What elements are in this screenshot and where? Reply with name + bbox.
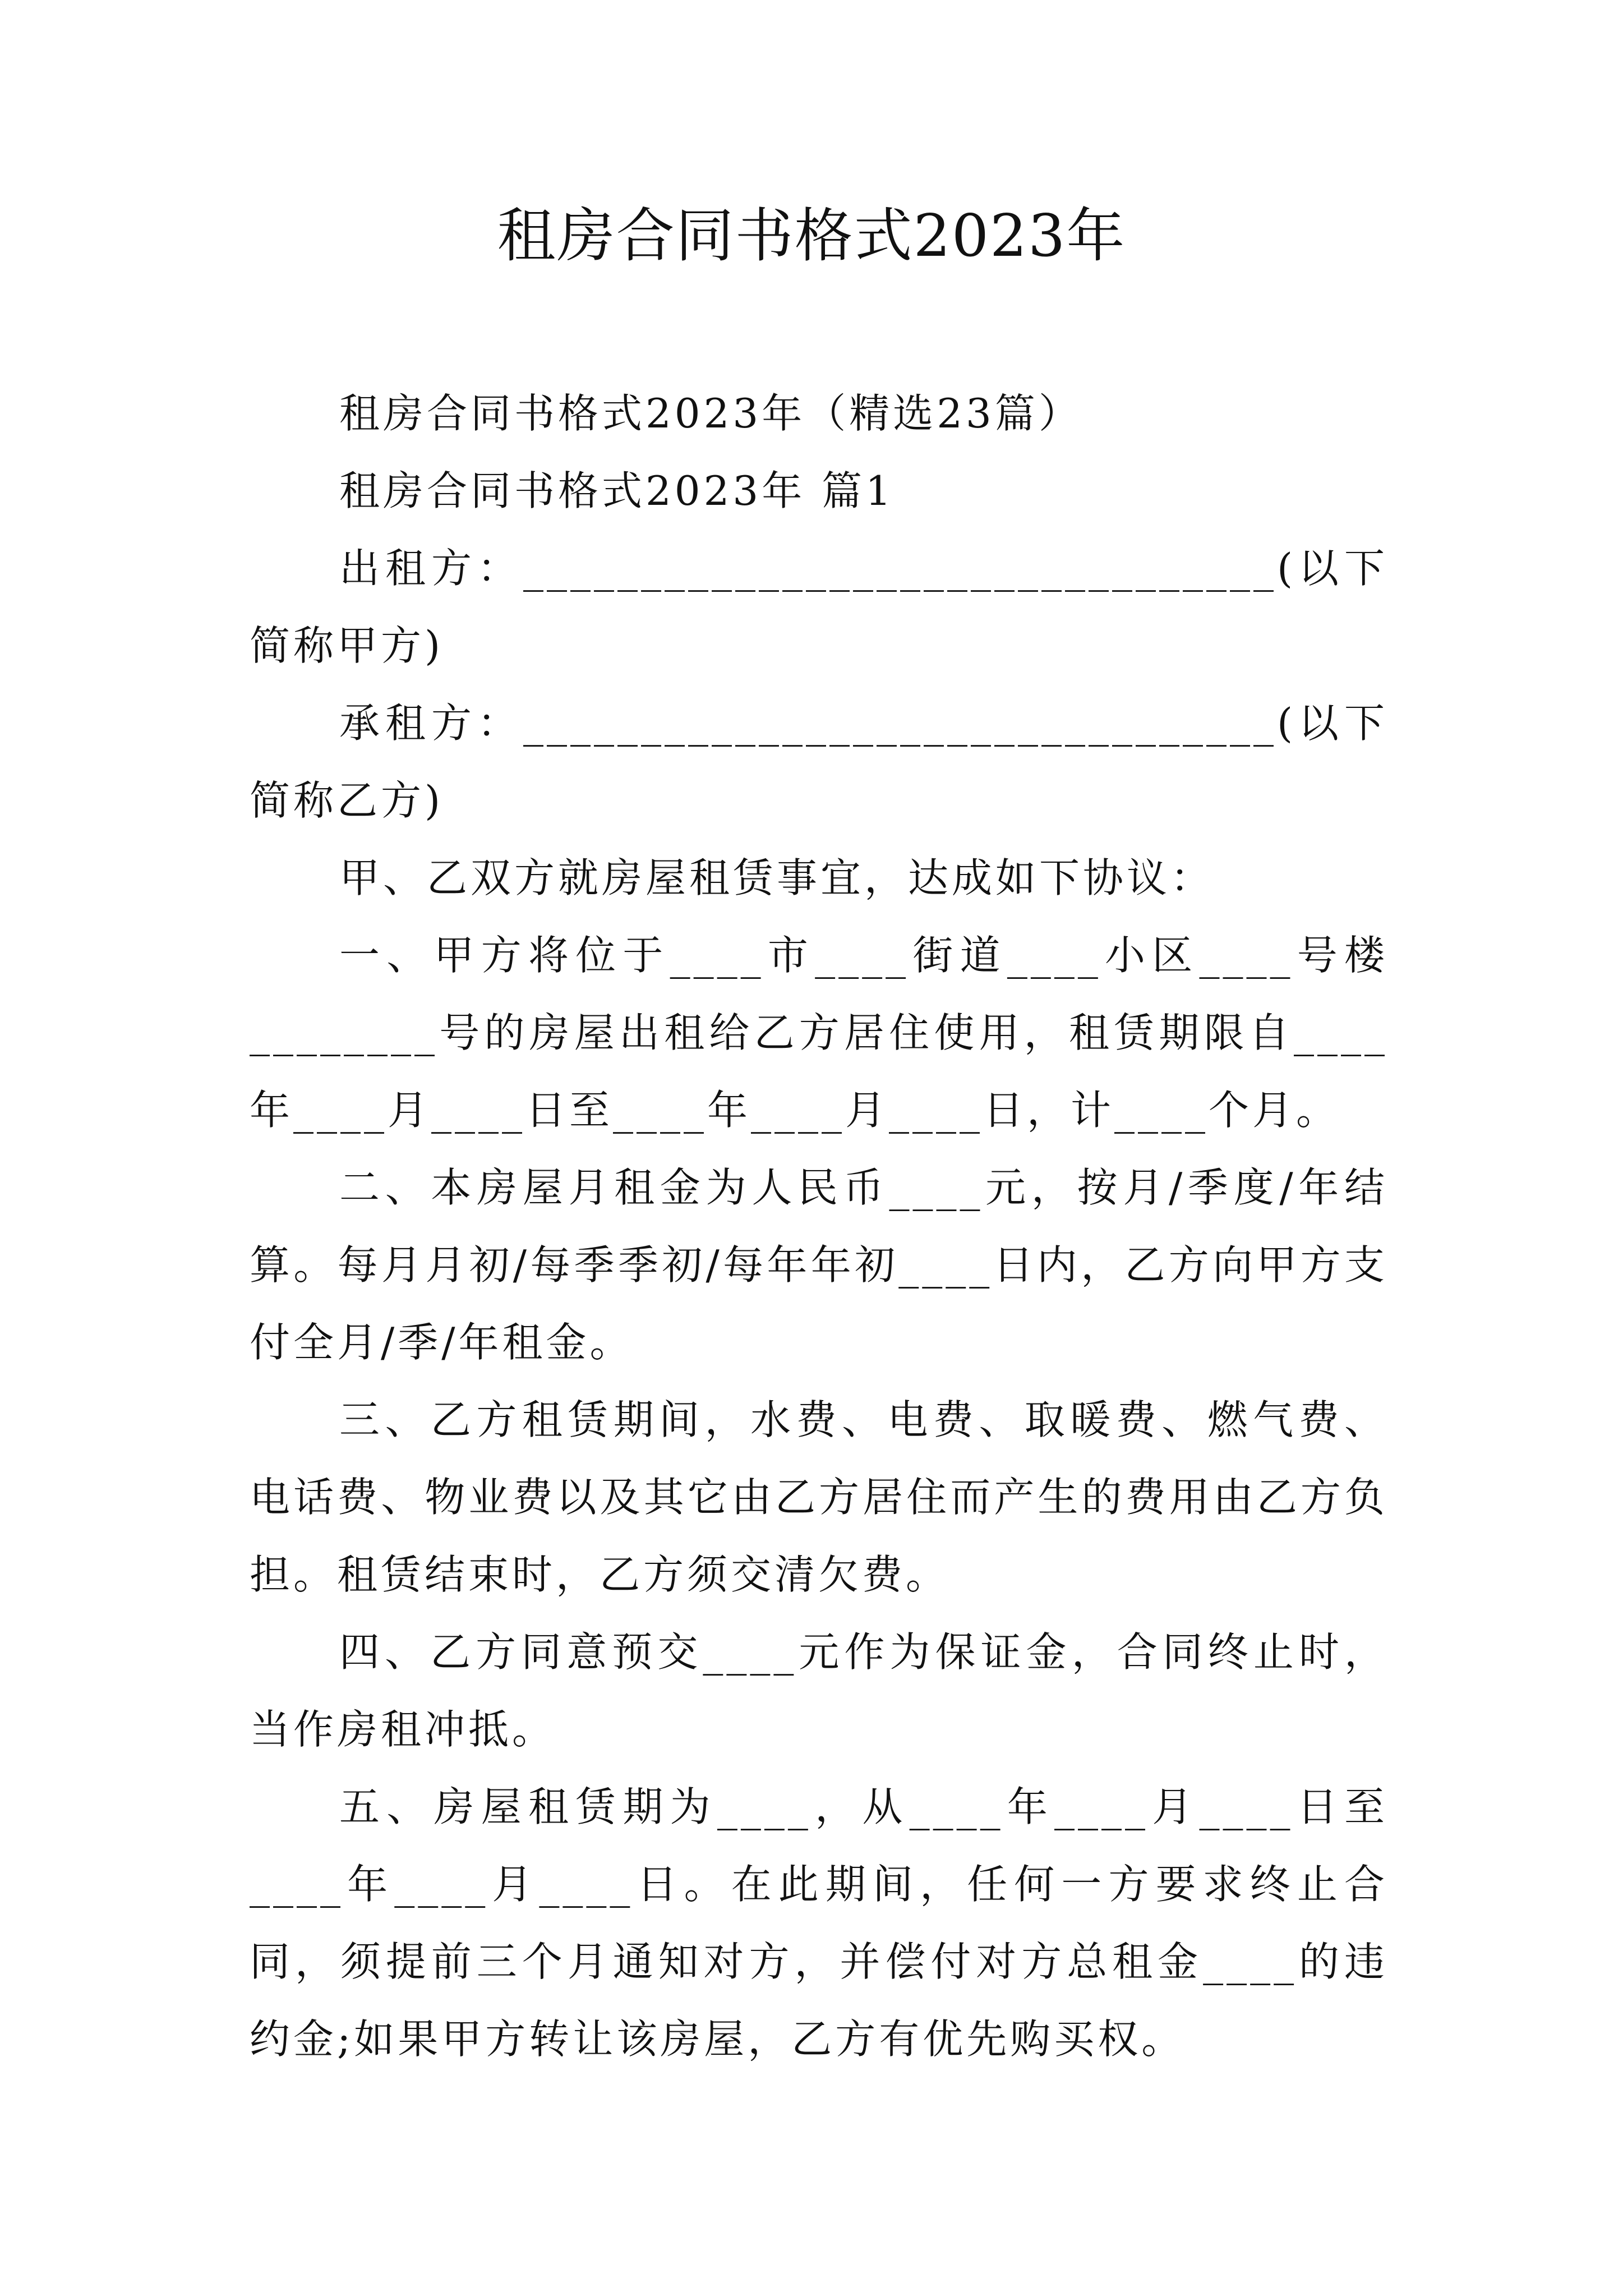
lessee-line: 承租方：________________________________(以下简称乙方) xyxy=(250,700,1388,824)
document-title: 租房合同书格式2023年 xyxy=(497,201,1126,270)
intro-paragraph: 甲、乙双方就房屋租赁事宜，达成如下协议： xyxy=(339,854,1215,901)
document-body xyxy=(250,375,1388,2078)
section-heading: 租房合同书格式2023年 篇1 xyxy=(339,467,895,514)
subtitle: 租房合同书格式2023年（精选23篇） xyxy=(339,390,1082,437)
clause-2: 二、本房屋月租金为人民币____元，按月/季度/年结算。每月月初/每季季初/每年年初____日内，乙方向甲方支付全月/季/年租金。 xyxy=(250,1164,1388,1366)
clause-1: 一、甲方将位于____市____街道____小区____号楼________号的房屋出租给乙方居住使用，租赁期限自____年____月____日至____年____月____日，计____个月。 xyxy=(250,932,1388,1134)
clause-5: 五、房屋租赁期为____，从____年____月____日至____年____月____日。在此期间，任何一方要求终止合同，须提前三个月通知对方，并偿付对方总租金____的违约金;如果甲方转让该房屋，乙方有优先购买权。 xyxy=(250,1783,1388,2063)
clause-4: 四、乙方同意预交____元作为保证金，合同终止时，当作房租冲抵。 xyxy=(250,1628,1388,1753)
lessor-line: 出租方：________________________________(以下简称甲方) xyxy=(250,545,1388,669)
clause-3: 三、乙方租赁期间，水费、电费、取暖费、燃气费、电话费、物业费以及其它由乙方居住而产生的费用由乙方负担。租赁结束时，乙方须交清欠费。 xyxy=(250,1396,1388,1598)
